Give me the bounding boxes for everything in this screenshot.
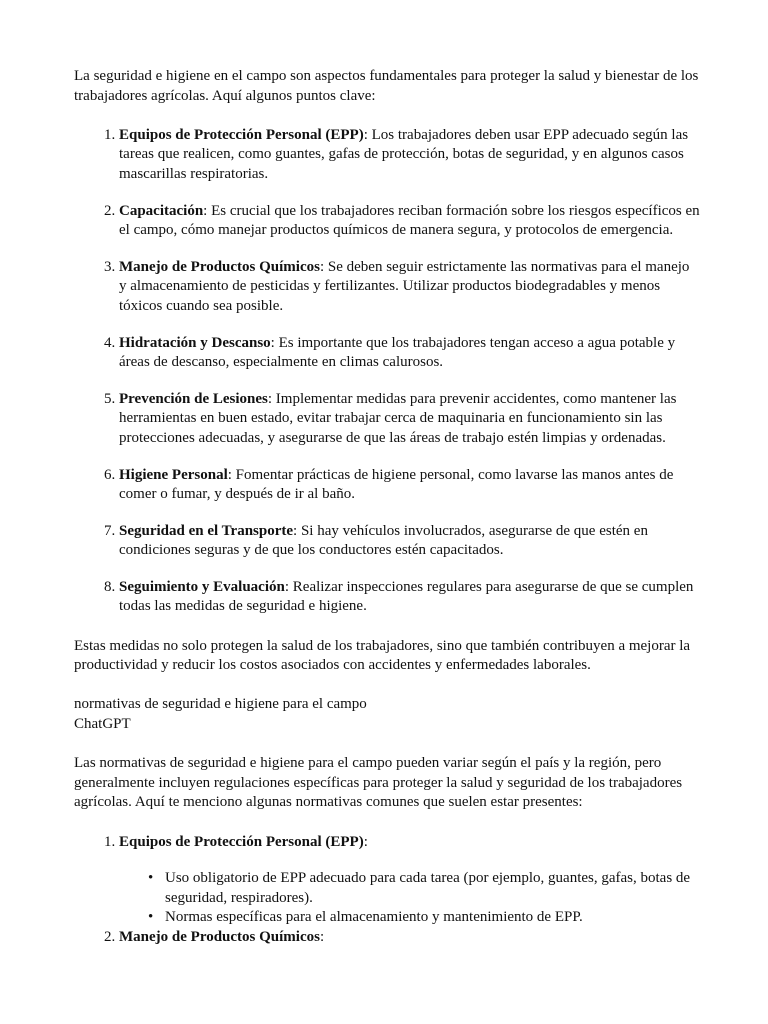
normativa-suffix: : (363, 833, 368, 850)
point-text: : Implementar medidas para prevenir accidentes, como mantener las herramientas en buen estado, evitar trabajar cerca de maquinaria en funcionamiento sin las protecciones adecuadas, y asegurarse de que las áreas de trabajo estén limpias y ordenadas. (119, 390, 677, 446)
list-item (119, 466, 700, 505)
list-item (119, 578, 700, 617)
point-text: : Se deben seguir estrictamente las normativas para el manejo y almacenamiento de pesticidas y fertilizantes. Utilizar productos biodegradables y menos tóxicos cuando sea posible. (119, 258, 690, 314)
point-text: : Los trabajadores deben usar EPP adecuado según las tareas que realicen, como guantes, gafas de protección, botas de seguridad, y en algunos casos mascarillas respiratorias. (119, 126, 689, 182)
chat-question-block (74, 695, 700, 734)
point-title: Seguridad en el Transporte (119, 522, 294, 539)
bullet-icon: • (148, 909, 154, 926)
list-item (119, 522, 700, 561)
point-title: Seguimiento y Evaluación (119, 578, 285, 595)
point-title: Prevención de Lesiones (119, 390, 268, 407)
list-item (119, 126, 700, 185)
list-item (119, 334, 700, 373)
point-text: : Si hay vehículos involucrados, asegurarse de que estén en condiciones seguras y de que los conductores estén capacitados. (119, 522, 648, 559)
intro-paragraph: La seguridad e higiene en el campo son aspectos fundamentales para proteger la salud y bienestar de los trabajadores agrícolas. Aquí algunos puntos clave: (74, 68, 699, 104)
sub-item-text: Uso obligatorio de EPP adecuado para cada tarea (por ejemplo, guantes, gafas, botas de seguridad, respiradores). (165, 870, 691, 906)
point-text: : Es importante que los trabajadores tengan acceso a agua potable y áreas de descanso, especialmente en climas calurosos. (119, 334, 676, 371)
answer-intro-paragraph: Las normativas de seguridad e higiene para el campo pueden variar según el país y la región, pero generalmente incluyen regulaciones específicas para proteger la salud y seguridad de los trabajadores agrícolas. Aquí te menciono algunas normativas comunes que suelen estar presentes: (74, 755, 683, 811)
normativas-list (74, 833, 700, 948)
normativa-suffix: : (319, 928, 325, 945)
normativa-title: Manejo de Productos Químicos (119, 928, 320, 945)
point-title: Equipos de Protección Personal (EPP) (119, 126, 364, 143)
point-title: Hidratación y Descanso (119, 334, 271, 351)
point-text: : Realizar inspecciones regulares para asegurarse de que se cumplen todas las medidas de seguridad e higiene. (119, 578, 694, 615)
key-points-list (74, 126, 700, 617)
list-item (119, 833, 700, 928)
sub-item-text: Normas específicas para el almacenamiento y mantenimiento de EPP. (165, 909, 583, 926)
point-title: Capacitación (119, 202, 204, 219)
list-item (119, 258, 700, 317)
sub-list (119, 869, 700, 928)
conclusion-paragraph: Estas medidas no solo protegen la salud de los trabajadores, sino que también contribuyen a mejorar la productividad y reducir los costos asociados con accidentes y enfermedades laborales. (74, 637, 691, 674)
assistant-name: ChatGPT (74, 716, 131, 733)
document-page (74, 67, 700, 948)
point-title: Higiene Personal (119, 466, 228, 483)
point-text: : Es crucial que los trabajadores reciban formación sobre los riesgos específicos en el campo, cómo manejar productos químicos de manera segura, y protocolos de emergencia. (119, 202, 700, 239)
list-item (119, 928, 700, 948)
normativa-title: Equipos de Protección Personal (EPP) (119, 833, 364, 850)
sub-list-item (148, 869, 700, 908)
sub-list-item (148, 908, 700, 928)
point-title: Manejo de Productos Químicos (119, 258, 320, 275)
point-text: : Fomentar prácticas de higiene personal, como lavarse las manos antes de comer o fumar, y después de ir al baño. (119, 466, 674, 503)
bullet-icon: • (148, 870, 154, 887)
list-item (119, 202, 700, 241)
list-item (119, 390, 700, 449)
user-prompt: normativas de seguridad e higiene para el campo (74, 696, 367, 713)
